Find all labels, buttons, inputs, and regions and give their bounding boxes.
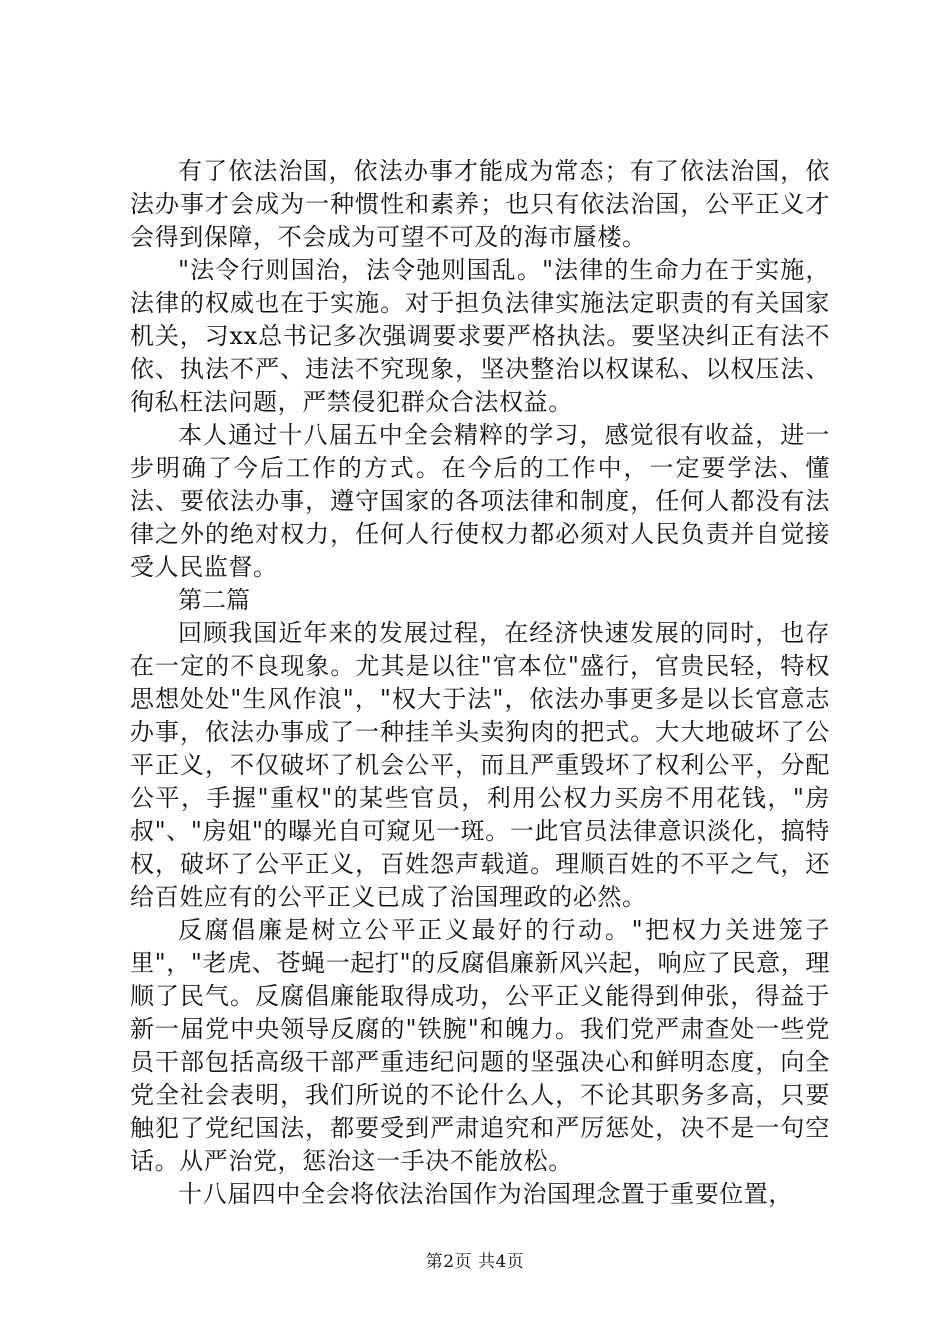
paragraph-2: "法令行则国治，法令弛则国乱。"法律的生命力在于实施，法律的权威也在于实施。对于担负法律实施法定职责的有关国家机关，习xx总书记多次强调要求要严格执法。要坚决纠正有法不依、执法不严、违法不究现象，坚决整治以权谋私、以权压法、徇私枉法问题，严禁侵犯群众合法权益。: [130, 256, 830, 416]
page-footer: 第2页 共4页: [425, 1252, 525, 1272]
section-heading: 第二篇: [178, 586, 250, 614]
paragraph-1: 有了依法治国，依法办事才能成为常态；有了依法治国，依法办事才会成为一种惯性和素养；也只有依法治国，公平正义才会得到保障，不会成为可望不可及的海市蜃楼。: [130, 157, 830, 251]
document-body: [130, 155, 830, 1211]
paragraph-5: 反腐倡廉是树立公平正义最好的行动。"把权力关进笼子里"，"老虎、苍蝇一起打"的反腐倡廉新风兴起，响应了民意，理顺了民气。反腐倡廉能取得成功，公平正义能得到伸张，得益于新一届党中央领导反腐的"铁腕"和魄力。我们党严肃查处一些党员干部包括高级干部严重违纪问题的坚强决心和鲜明态度，向全党全社会表明，我们所说的不论什么人，不论其职务多高，只要触犯了党纪国法，都要受到严肃追究和严厉惩处，决不是一句空话。从严治党，惩治这一手决不能放松。: [130, 916, 830, 1175]
paragraph-6: 十八届四中全会将依法治国作为治国理念置于重要位置，: [178, 1180, 793, 1208]
paragraph-3: 本人通过十八届五中全会精粹的学习，感觉很有收益，进一步明确了今后工作的方式。在今后的工作中，一定要学法、懂法、要依法办事，遵守国家的各项法律和制度，任何人都没有法律之外的绝对权力，任何人行使权力都必须对人民负责并自觉接受人民监督。: [130, 421, 830, 581]
paragraph-4: 回顾我国近年来的发展过程，在经济快速发展的同时，也存在一定的不良现象。尤其是以往"官本位"盛行，官贵民轻，特权思想处处"生风作浪"，"权大于法"，依法办事更多是以长官意志办事，依法办事成了一种挂羊头卖狗肉的把式。大大地破坏了公平正义，不仅破坏了机会公平，而且严重毁坏了权利公平，分配公平，手握"重权"的某些官员，利用公权力买房不用花钱，"房叔"、"房姐"的曝光自可窥见一斑。一此官员法律意识淡化，搞特权，破坏了公平正义，百姓怨声载道。理顺百姓的不平之气，还给百姓应有的公平正义已成了治国理政的必然。: [130, 619, 830, 911]
